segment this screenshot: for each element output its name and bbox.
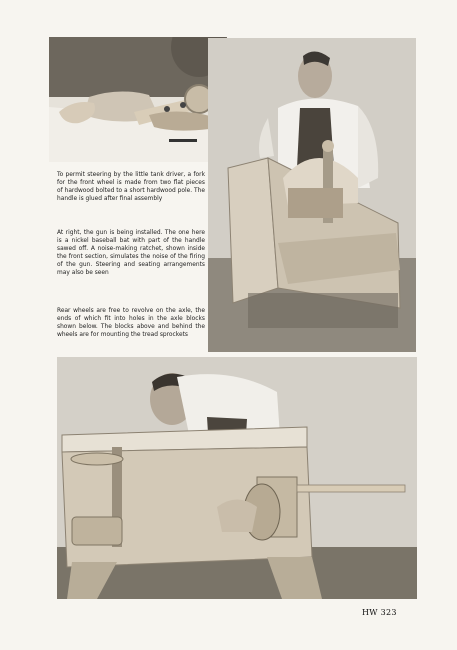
caption-wheels: Rear wheels are free to revolve on the axle, the ends of which fit into holes in the axle blocks shown below. The blocks above and behind the wheels are for mounting the tread sprockets bbox=[57, 308, 205, 338]
tank-body-illustration bbox=[208, 38, 416, 352]
steering-fork-illustration bbox=[49, 37, 227, 162]
page-number: HW 323 bbox=[362, 608, 397, 617]
caption-gun: At right, the gun is being installed. The one here is a nickel baseball bat with part of the handle sawed off. A noise-making ratchet, shown inside the front section, simulates the noise of the firing of the gun. Steering and seating arrangements may also be seen bbox=[57, 230, 205, 276]
steering-fork-photo bbox=[49, 37, 227, 162]
axle-frame-photo bbox=[57, 357, 417, 599]
caption-steering: To permit steering by the little tank driver, a fork for the front wheel is made from two flat pieces of hardwood bolted to a short hardwood pole. The handle is glued after final assembly bbox=[57, 172, 205, 202]
gun-installation-photo bbox=[208, 38, 416, 352]
axle-frame-illustration bbox=[57, 357, 417, 599]
